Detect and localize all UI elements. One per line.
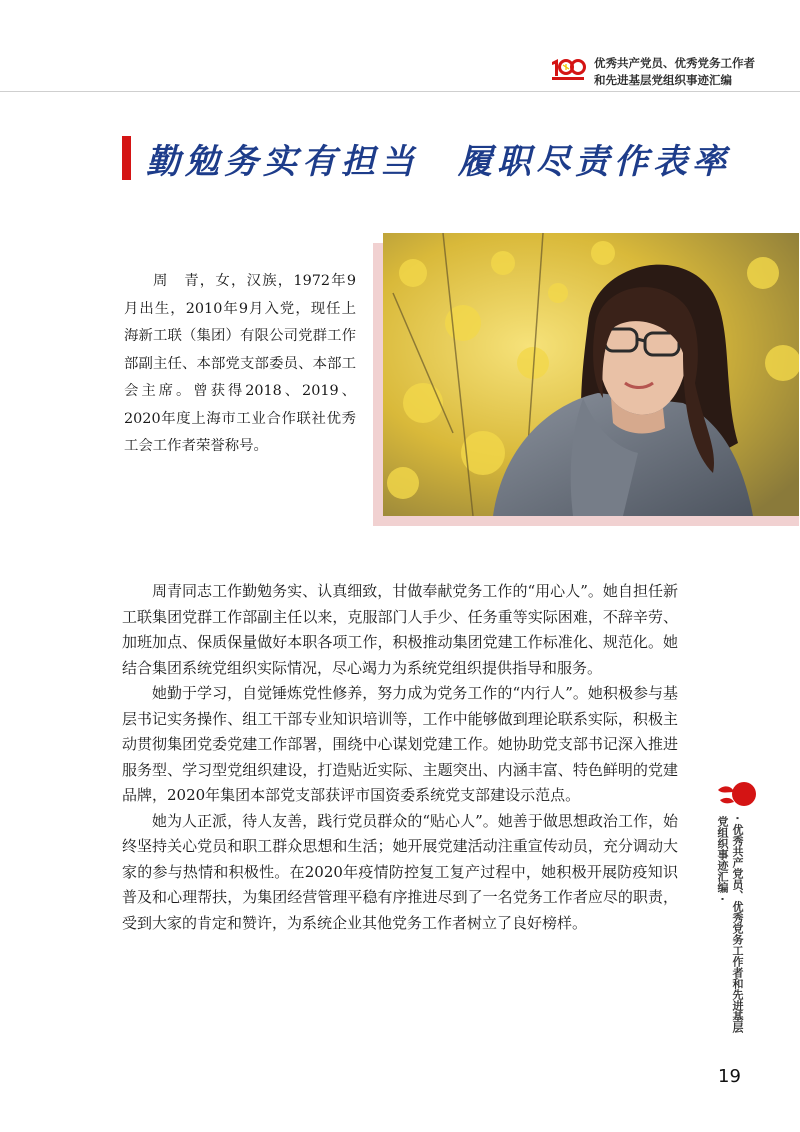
- header-title-line1: 优秀共产党员、优秀党务工作者: [594, 56, 755, 70]
- body-paragraph: 她勤于学习，自觉锤炼党性修养，努力成为党务工作的“内行人”。她积极参与基层书记实务操作、组工干部专业知识培训等，工作中能够做到理论联系实际，积极主动贯彻集团党委党建工作部署，围绕中心谋划党建工作。她协助党支部书记深入推进服务型、学习型党组织建设，打造贴近实际、主题突出、内涵丰富、特色鲜明的党建品牌，2020年集团本部党支部获评市国资委系统党支部建设示范点。: [122, 684, 678, 804]
- centenary-logo: [550, 56, 586, 82]
- portrait-photo: [383, 233, 799, 516]
- body-paragraph: 周青同志工作勤勉务实、认真细致，甘做奉献党务工作的“用心人”。她自担任新工联集团党群工作部副主任以来，克服部门人手少、任务重等实际困难，不辞辛劳、加班加点、保质保量做好本职各项工作，积极推动集团党建工作标准化、规范化。她结合集团系统党组织实际情况，尽心竭力为系统党组织提供指导和服务。: [122, 582, 678, 677]
- article-body: [122, 579, 678, 936]
- page-number: 19: [718, 1066, 741, 1087]
- title-accent-bar: [122, 136, 131, 180]
- role-model-badge: [714, 780, 758, 812]
- header-divider: [0, 91, 800, 92]
- header-title-line2: 和先进基层党组织事迹汇编: [594, 73, 732, 87]
- sidebar-vertical-title: · 优秀共产党员、优秀党务工作者和先进基层党组织事迹汇编 ·: [716, 816, 744, 1034]
- profile-bio: 周 青，女，汉族，1972年9月出生，2010年9月入党，现任上海新工联（集团）有限公司党群工作部副主任、本部党支部委员、本部工会主席。曾获得2018、2019、2020年度上海市工业合作联社优秀工会工作者荣誉称号。: [124, 273, 356, 454]
- page-title: 勤勉务实有担当 履职尽责作表率: [146, 142, 731, 182]
- body-paragraph: 她为人正派，待人友善，践行党员群众的“贴心人”。她善于做思想政治工作，始终坚持关心党员和职工群众思想和生活；她开展党建活动注重宣传动员，充分调动大家的参与热情和积极性。在2020年疫情防控复工复产过程中，她积极开展防疫知识普及和心理帮扶，为集团经营管理平稳有序推进尽到了一名党务工作者应尽的职责，受到大家的肯定和赞许，为系统企业其他党务工作者树立了良好榜样。: [122, 811, 678, 932]
